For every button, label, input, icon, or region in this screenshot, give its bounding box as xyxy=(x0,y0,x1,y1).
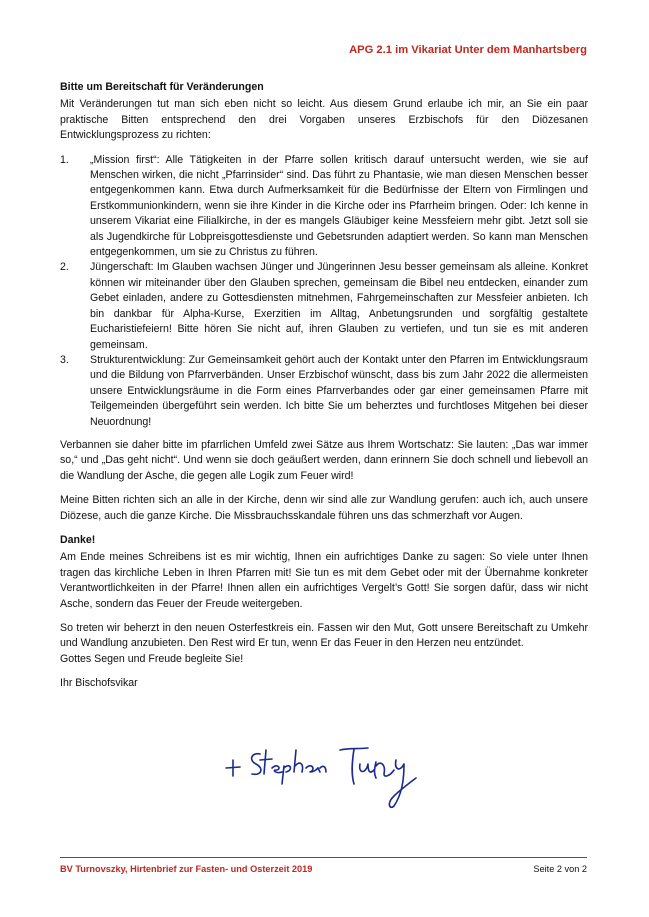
list-item-text: „Mission first“: Alle Tätigkeiten in der Pfarre sollen kritisch darauf untersucht werden, wie sie auf Menschen wirken, die nicht „Pfarrinsider“ sind. Das führt zu Phantasie, wie man diesen Menschen besser entgegenkommen kann. Etwa durch Aufmerksamkeit für die Bedürfnisse der Eltern von Firmlingen und Erstkommunionkindern, wenn sie ihre Kinder in die Kirche oder ins Pfarrheim bringen. Oder: Ich kenne in unserem Vikariat eine Filialkirche, in der es mangels Gläubiger keine Messfeiern mehr gibt. Jetzt soll sie als Jugendkirche für Lobpreisgottesdienste und Gebetsrunden adaptiert werden. So kann man Menschen entgegenkommen, um sie zu Christus zu führen. xyxy=(90,153,588,259)
numbered-list xyxy=(60,153,588,430)
paragraph-danke: Am Ende meines Schreibens ist es mir wichtig, Ihnen ein aufrichtiges Danke zu sagen: So viele unter Ihnen tragen das kirchliche Leben in Ihren Pfarren mit! Sie tun es mit dem Gebet oder mit der Übernahme konkreter Verantwortlichkeiten in der Pfarre! Ihnen allen ein aufrichtiges Vergelt’s Gott! Sie sorgen dafür, dass wir nicht Asche, sondern das Feuer der Freude weitergeben. xyxy=(60,551,588,610)
letter-body xyxy=(60,80,588,692)
list-item xyxy=(60,260,588,352)
section-heading-danke: Danke! xyxy=(60,533,96,546)
list-item xyxy=(60,153,588,261)
paragraph-segen: Gottes Segen und Freude begleite Sie! xyxy=(60,652,244,665)
footer-page-number: Seite 2 von 2 xyxy=(533,864,587,874)
closing-line: Ihr Bischofsvikar xyxy=(60,677,138,690)
intro-paragraph: Mit Veränderungen tut man sich eben nicht so leicht. Aus diesem Grund erlaube ich mir, an Sie ein paar praktische Bitten entsprechend den drei Vorgaben unseres Erzbischofs für den Diözesanen Entwicklungsprozess zu richten: xyxy=(60,98,588,142)
list-item-number: 2. xyxy=(60,261,69,274)
paragraph-osterfestkreis: So treten wir beherzt in den neuen Osterfestkreis ein. Fassen wir den Mut, Gott unsere Bereitschaft zu Umkehr und Wandlung anzubieten. Den Rest wird Er tun, wenn Er das Feuer in den Herzen neu entzündet. xyxy=(60,622,588,650)
list-item-text: Strukturentwicklung: Zur Gemeinsamkeit gehört auch der Kontakt unter den Pfarren im Entwicklungsraum und die Bildung von Pfarrverbänden. Unser Erzbischof wünscht, dass bis zum Jahr 2022 die allermeisten unsere Entwicklungsräume in die Form eines Pfarrverbandes oder gar einer gemeinsamen Pfarre mit Teilgemeinden übergeführt sein werden. Ich bitte Sie um beherztes und furchtloses Mitgehen bei dieser Neuordnung! xyxy=(90,353,588,428)
list-item xyxy=(60,353,588,430)
paragraph-bitten: Meine Bitten richten sich an alle in der Kirche, denn wir sind alle zur Wandlung gerufen: auch ich, auch unsere Diözese, auch die ganze Kirche. Die Missbrauchsskandale führen uns das schmerzhaft vor Augen. xyxy=(60,494,588,522)
page-header-title: APG 2.1 im Vikariat Unter dem Manhartsberg xyxy=(349,44,587,56)
paragraph-verbannen: Verbannen sie daher bitte im pfarrlichen Umfeld zwei Sätze aus Ihrem Wortschatz: Sie lauten: „Das war immer so,“ und „Das geht nicht“. Und wenn sie doch geäußert werden, dann erinnern Sie doch schnell und liebevoll an die Wandlung der Asche, die gegen alle Logik zum Feuer wird! xyxy=(60,438,588,482)
footer-document-title: BV Turnovszky, Hirtenbrief zur Fasten- und Osterzeit 2019 xyxy=(60,864,313,874)
list-item-number: 3. xyxy=(60,353,69,366)
footer-divider xyxy=(60,857,587,858)
list-item-number: 1. xyxy=(60,153,69,166)
handwritten-signature xyxy=(218,740,428,812)
list-item-text: Jüngerschaft: Im Glauben wachsen Jünger und Jüngerinnen Jesu besser gemeinsam als alleine. Konkret können wir miteinander über den Glauben sprechen, gemeinsam die Bibel neu entdecken, einander zum Gebet einladen, andere zu Gottesdiensten mitnehmen, Fahrgemeinschaften zur Messfeier anbieten. Ich bin dankbar für Alpha-Kurse, Exerzitien im Alltag, Anbetungsrunden und sorgfältig gestaltete Eucharistiefeiern! Bitte hören Sie nicht auf, ihren Glauben zu vertiefen, und tun sie es mit anderen gemeinsam. xyxy=(90,261,588,351)
section-heading-veraenderungen: Bitte um Bereitschaft für Veränderungen xyxy=(60,81,264,93)
